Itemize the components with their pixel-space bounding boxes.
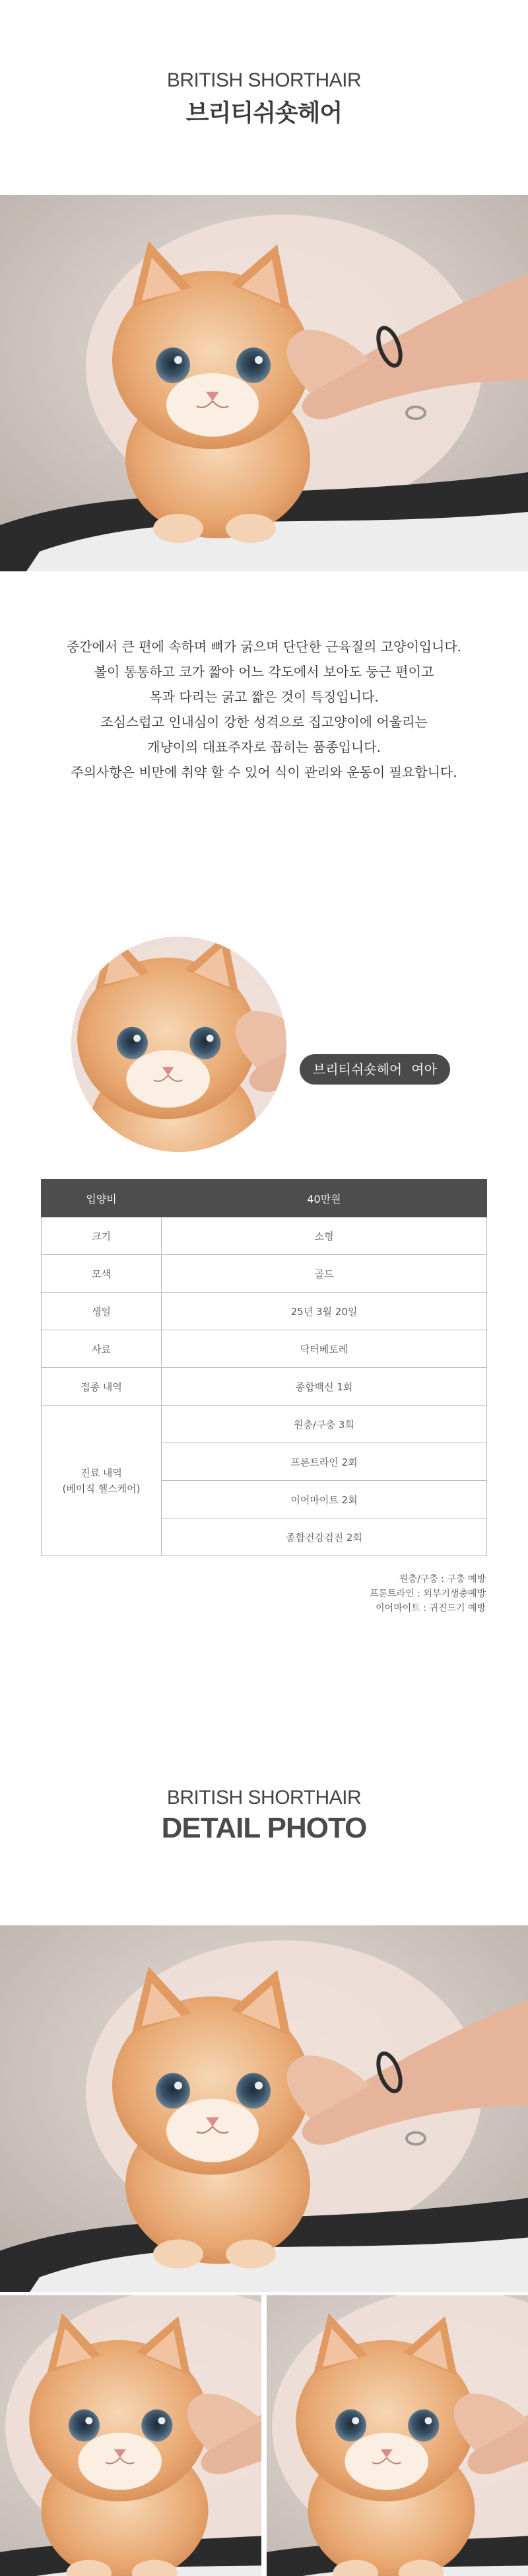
detail-photo-right bbox=[267, 2295, 528, 2576]
row-value: 골드 bbox=[162, 1255, 487, 1293]
care-item: 이어마이트 2회 bbox=[162, 1481, 487, 1519]
care-item: 종합건강검진 2회 bbox=[162, 1519, 487, 1556]
table-header-value: 40만원 bbox=[162, 1180, 487, 1217]
description-line: 중간에서 큰 편에 속하며 뼈가 굵으며 단단한 근육질의 고양이입니다. bbox=[66, 639, 462, 655]
kitten-photo-image bbox=[0, 1925, 528, 2292]
description-line: 조심스럽고 인내심이 강한 성격으로 집고양이에 어울리는 bbox=[100, 714, 428, 730]
table-row bbox=[42, 1255, 487, 1293]
table-row bbox=[42, 1217, 487, 1255]
care-label-line: 진료 내역 bbox=[81, 1466, 122, 1479]
header-ko-title: 브리티쉬숏헤어 bbox=[185, 100, 343, 127]
care-label bbox=[42, 1406, 162, 1556]
description-line: 주의사항은 비만에 취약 할 수 있어 식이 관리와 운동이 필요합니다. bbox=[71, 764, 457, 780]
table-row bbox=[42, 1330, 487, 1368]
note-line: 원충/구충 : 구충 예방 bbox=[399, 1574, 486, 1585]
hero-photo bbox=[0, 195, 528, 571]
row-value: 소형 bbox=[162, 1217, 487, 1255]
care-item: 프론트라인 2회 bbox=[162, 1443, 487, 1481]
care-notes bbox=[370, 1572, 486, 1616]
table-header-row bbox=[42, 1180, 487, 1217]
row-label: 생일 bbox=[42, 1293, 162, 1330]
header bbox=[0, 69, 528, 128]
profile-name-badge bbox=[300, 1054, 450, 1085]
care-label-line: (베이직 헬스케어) bbox=[62, 1482, 141, 1495]
table-header-label: 입양비 bbox=[42, 1180, 162, 1217]
detail-photo-left bbox=[0, 2295, 261, 2576]
description-line: 개냥이의 대표주자로 꼽히는 품종입니다. bbox=[147, 739, 381, 755]
note-line: 프론트라인 : 외부기생충예방 bbox=[370, 1589, 486, 1599]
profile-sex: 여아 bbox=[411, 1061, 437, 1077]
description-line: 볼이 통통하고 코가 짧아 어느 각도에서 보아도 둥근 편이고 bbox=[94, 664, 434, 680]
detail-header bbox=[0, 1787, 528, 1845]
info-table bbox=[41, 1179, 487, 1556]
row-value: 닥터베토레 bbox=[162, 1330, 487, 1368]
detail-title: DETAIL PHOTO bbox=[161, 1812, 367, 1844]
table-row bbox=[42, 1406, 487, 1443]
note-line: 이어마이트 : 귀진드기 예방 bbox=[376, 1603, 486, 1614]
row-label: 사료 bbox=[42, 1330, 162, 1368]
row-label: 크기 bbox=[42, 1217, 162, 1255]
row-value: 종합백신 1회 bbox=[162, 1368, 487, 1406]
table-row bbox=[42, 1368, 487, 1406]
profile-breed: 브리티쉬숏헤어 bbox=[313, 1061, 403, 1077]
row-label: 접종 내역 bbox=[42, 1368, 162, 1406]
detail-photo-large bbox=[0, 1925, 528, 2292]
row-label: 모색 bbox=[42, 1255, 162, 1293]
kitten-photo-image bbox=[0, 195, 528, 571]
description-line: 목과 다리는 굵고 짧은 것이 특징입니다. bbox=[149, 689, 379, 705]
detail-en-subtitle: BRITISH SHORTHAIR bbox=[166, 1787, 362, 1808]
row-value: 25년 3월 20일 bbox=[162, 1293, 487, 1330]
care-item: 원충/구충 3회 bbox=[162, 1406, 487, 1443]
kitten-photo-image bbox=[267, 2295, 528, 2576]
kitten-photo-image bbox=[0, 2295, 261, 2576]
table-row bbox=[42, 1293, 487, 1330]
kitten-face-image bbox=[71, 937, 286, 1152]
header-en-subtitle: BRITISH SHORTHAIR bbox=[166, 69, 362, 91]
description bbox=[0, 634, 528, 785]
profile-photo bbox=[71, 937, 286, 1152]
